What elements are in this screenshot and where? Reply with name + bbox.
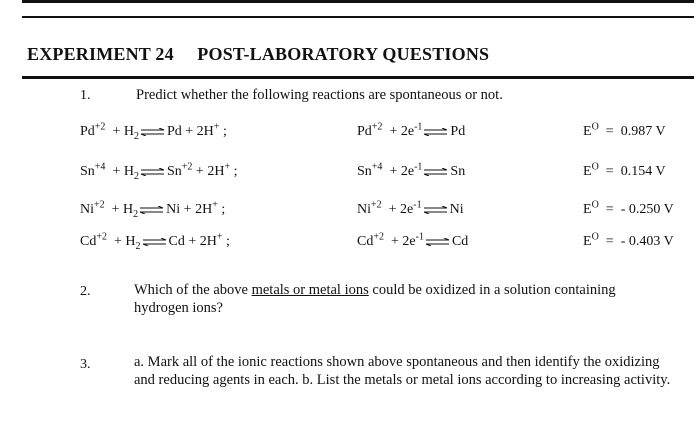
reaction-1-e-label: E [583,164,592,179]
reaction-1-electrons: 2e [400,164,415,179]
reaction-1-p-left-sup: +2 [181,161,193,173]
reaction-2-plus2: + [183,202,192,217]
reaction-0-potential: 0.987 V [620,124,666,139]
question-3-number: 3. [80,357,91,372]
reaction-1-half-reaction [357,121,466,140]
section-label: POST-LABORATORY QUESTIONS [197,44,490,64]
reaction-3-equation [80,199,226,220]
reaction-0-h2: H [123,124,134,139]
reaction-0-half-charge: +2 [371,121,383,133]
reaction-3-half-product: Cd [451,234,469,249]
question-2-text-before: Which of the above [134,282,252,298]
reaction-1-p-right-sup: + [224,161,231,173]
question-2-text-after: could be oxidized in a solution containing hydrogen ions? [134,282,616,316]
reaction-3-potential: - 0.403 V [620,234,674,249]
reaction-3-e-label: E [583,234,592,249]
reaction-3-half-ion: Cd [357,234,374,249]
reaction-2-e-sup-label: O [591,199,599,211]
question-3-text: a. Mark all of the ionic reactions shown above spontaneous and then identify the oxidizing and reducing agents in each. b. List the metals or metal ions according to increasing activity. [134,354,671,388]
equilibrium-arrow-icon [423,128,449,136]
header-underline [22,76,694,79]
reaction-2-half-plus: + [388,202,397,217]
reaction-3-h2: H [125,234,136,249]
reaction-0-plus1: + [112,124,121,139]
question-2-number: 2. [80,284,91,299]
reaction-3-half-charge: +2 [373,231,384,243]
reaction-2-r-ion: Ni [80,202,94,217]
reaction-0-h2-sub: 2 [133,130,139,142]
reaction-0-e-sup: -1 [414,121,423,133]
reaction-1-h2-sub: 2 [133,170,139,182]
reaction-3-potential [583,199,674,218]
reaction-2-r-charge: +2 [94,199,105,211]
reaction-1-potential [583,121,666,140]
equilibrium-arrow-icon [142,238,168,246]
reaction-4-half-reaction [357,231,469,250]
equilibrium-arrow-icon [140,168,166,176]
reaction-1-end: ; [233,164,238,179]
reaction-3-end: ; [226,234,230,249]
reaction-2-half-product: Ni [449,202,464,217]
equilibrium-arrow-icon [139,206,165,214]
equilibrium-arrow-icon [423,168,449,176]
reaction-2-half-reaction [357,161,466,180]
reaction-2-p-right: 2H [195,202,213,217]
reaction-3-r-ion: Cd [80,234,97,249]
reaction-0-equals: = [605,124,614,139]
reaction-2-equation [80,161,238,182]
reaction-0-half-plus: + [389,124,398,139]
reaction-0-electrons: 2e [400,124,415,139]
reaction-2-h2: H [123,202,134,217]
reaction-2-potential: - 0.250 V [620,202,674,217]
reaction-3-p-right: 2H [199,234,217,249]
reaction-2-h2-sub: 2 [133,208,139,220]
reaction-0-r-ion: Pd [80,124,95,139]
reaction-1-equals: = [605,164,614,179]
reaction-1-plus2: + [195,164,204,179]
question-1-text: Predict whether the following reactions are spontaneous or not. [136,87,503,103]
reaction-3-e-sup: -1 [415,231,424,243]
question-1-number: 1. [80,88,91,103]
reaction-0-e-label: E [583,124,592,139]
reaction-3-plus1: + [113,234,122,249]
equilibrium-arrow-icon [140,128,166,136]
reaction-3-p-right-sup: + [216,231,223,243]
reaction-1-half-product: Sn [450,164,466,179]
reaction-2-equals: = [605,202,614,217]
reaction-1-plus1: + [112,164,121,179]
reaction-2-e-sup: -1 [413,199,422,211]
reaction-0-r-charge: +2 [94,121,106,133]
reaction-1-half-plus: + [389,164,398,179]
reaction-1-half-ion: Sn [357,164,372,179]
reaction-0-end: ; [222,124,227,139]
reaction-0-half-ion: Pd [357,124,372,139]
reaction-1-p-left: Sn [166,164,182,179]
reaction-3-p-left: Cd [168,234,185,249]
reaction-1-p-right: 2H [207,164,225,179]
reaction-1-potential: 0.154 V [620,164,666,179]
reaction-1-e-sup: -1 [414,161,423,173]
experiment-label: EXPERIMENT 24 [27,44,174,64]
page-title [27,44,489,65]
reaction-2-e-label: E [583,202,592,217]
reaction-1-r-charge: +4 [94,161,106,173]
reaction-2-half-ion: Ni [357,202,371,217]
question-2-text [134,281,664,317]
reaction-0-p-right-sup: + [213,121,220,133]
reaction-4-potential [583,231,674,250]
reaction-3-h2-sub: 2 [135,240,141,252]
top-rule-thick [22,0,694,3]
reaction-3-plus2: + [188,234,197,249]
reaction-2-half-charge: +2 [371,199,382,211]
reaction-1-e-sup-label: O [591,161,599,173]
reaction-2-plus1: + [111,202,120,217]
equilibrium-arrow-icon [425,238,451,246]
reaction-1-half-charge: +4 [371,161,383,173]
reaction-0-half-product: Pd [450,124,466,139]
reaction-2-p-left: Ni [166,202,181,217]
reaction-0-p-left: Pd [166,124,182,139]
reaction-0-plus2: + [185,124,194,139]
reaction-2-p-right-sup: + [212,199,218,211]
top-rule [22,16,694,18]
reaction-3-r-charge: +2 [96,231,107,243]
reaction-3-e-sup-label: O [591,231,599,243]
reaction-3-half-plus: + [390,234,399,249]
question-2-text-underlined: metals or metal ions [251,282,369,298]
reaction-1-h2: H [123,164,134,179]
reaction-2-end: ; [221,202,226,217]
reaction-1-equation [80,121,227,142]
reaction-2-potential [583,161,666,180]
reaction-3-equals: = [605,234,614,249]
reaction-1-r-ion: Sn [80,164,95,179]
equilibrium-arrow-icon [423,206,449,214]
reaction-0-e-sup-label: O [591,121,599,133]
reaction-2-electrons: 2e [400,202,414,217]
reaction-3-half-reaction [357,199,464,218]
reaction-0-p-right: 2H [196,124,214,139]
reaction-4-equation [80,231,230,252]
reaction-3-electrons: 2e [402,234,416,249]
